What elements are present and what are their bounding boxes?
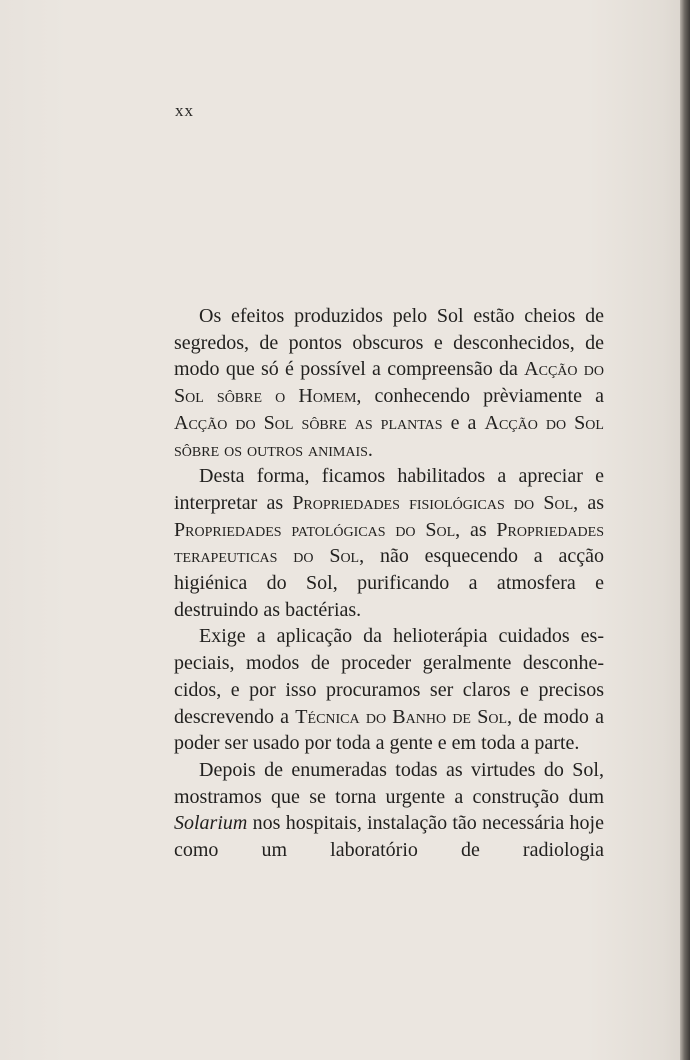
text-run: , não esquecendo a acção higiénica do Sol, purificando a atmosfera e destruindo as bactérias. xyxy=(174,545,604,621)
small-caps-title: Acção do Sol sôbre o Homem xyxy=(174,358,604,408)
text-run: , as xyxy=(573,491,604,514)
italic-term: Solarium xyxy=(174,812,248,835)
small-caps-title: Propriedades terapeuticas do Sol xyxy=(174,518,604,568)
page-edge-shadow xyxy=(680,0,690,1060)
text-run: Desta forma, ficamos habilitados a apreciar e interpretar as xyxy=(174,465,604,514)
small-caps-title: Propriedades fisiológicas do Sol xyxy=(292,491,574,514)
text-run: , as xyxy=(455,518,497,541)
small-caps-title: Acção do Sol sôbre as plantas xyxy=(174,411,443,434)
paragraph-4 xyxy=(174,757,604,864)
text-run: Exige a aplicação da helioterápia cuidados especiais, modos de proceder geralmente desconhecidos, e por isso procuramos ser claros e precisos descrevendo a xyxy=(174,625,604,728)
text-run: e a xyxy=(442,411,485,434)
paragraph-1 xyxy=(174,303,604,463)
small-caps-title: Acção do Sol sôbre os outros animais xyxy=(174,411,604,461)
text-run: , de modo a poder ser usado por toda a gente e em toda a parte. xyxy=(174,705,605,755)
page-number: xx xyxy=(175,101,194,120)
text-run: . xyxy=(367,438,373,461)
text-run: , conhecendo prèviamente a xyxy=(356,385,604,408)
small-caps-title: Propriedades patológicas do Sol xyxy=(174,518,456,541)
text-run: nos hospitais, instalação tão necessária hoje como um laboratório de radiologia xyxy=(174,812,604,862)
text-run: Depois de enumeradas todas as virtudes do Sol, mostramos que se torna urgente a construção dum xyxy=(174,758,604,808)
paragraph-3 xyxy=(174,623,604,757)
small-caps-title: Técnica do Banho de Sol xyxy=(295,705,507,728)
text-run: Os efeitos produzidos pelo Sol estão cheios de segredos, de pontos obscuros e desconhecidos, de modo que só é possível a compreensão da xyxy=(174,305,604,381)
paragraph-2 xyxy=(174,463,604,623)
body-text xyxy=(174,303,604,864)
